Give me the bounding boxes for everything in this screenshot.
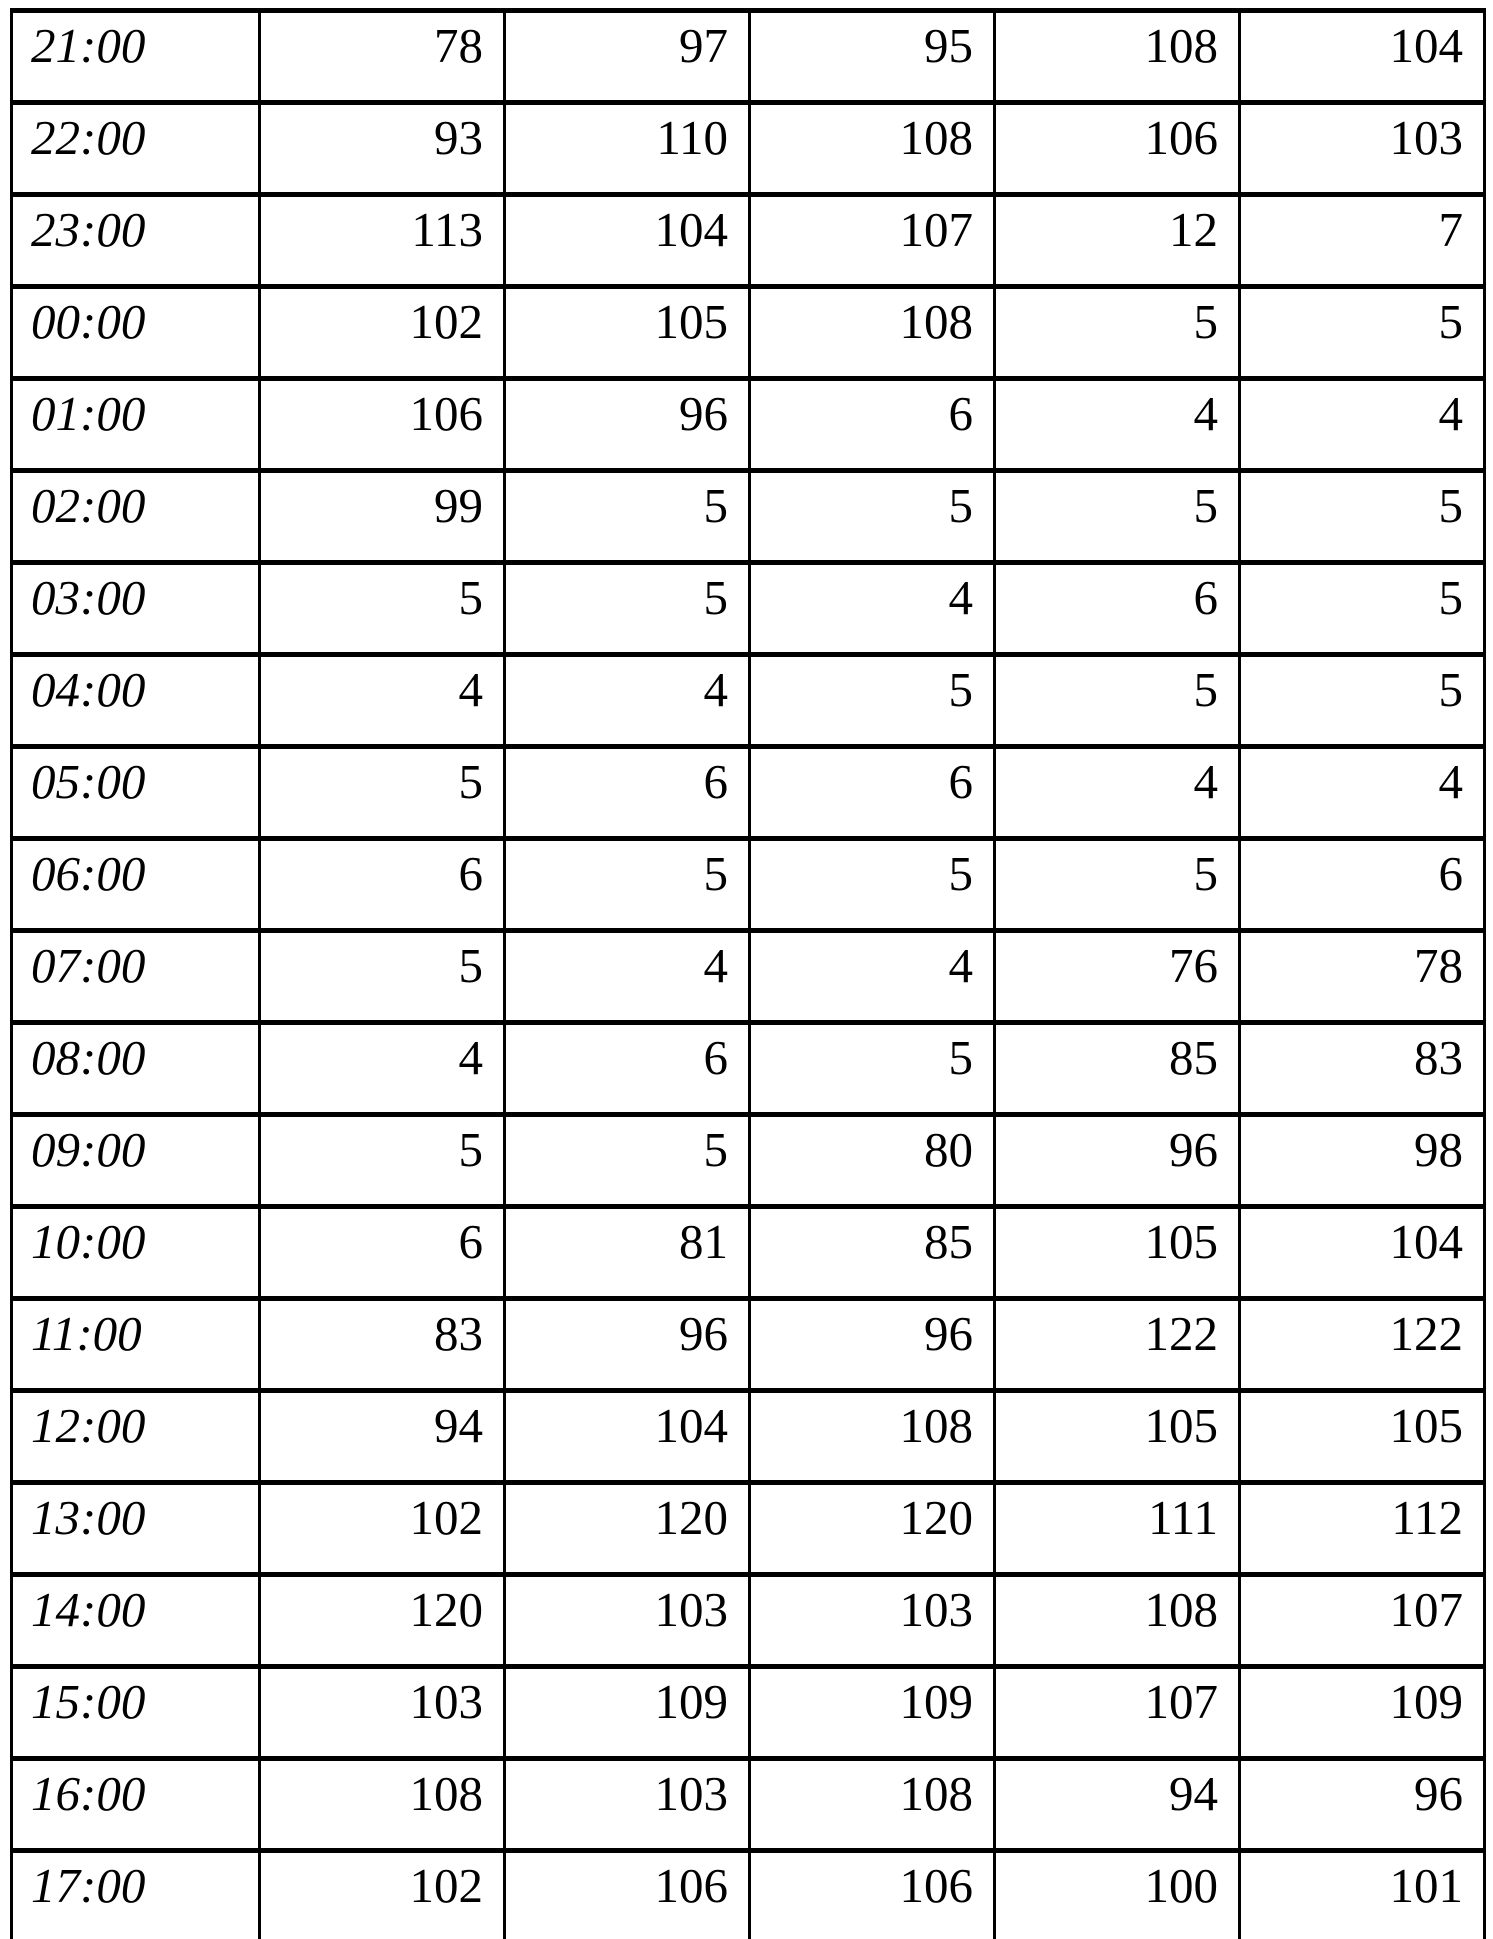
- value-cell: 4: [750, 931, 995, 1023]
- value-cell: 106: [505, 1851, 750, 1939]
- value-cell: 4: [1240, 747, 1485, 839]
- value-cell: 85: [995, 1023, 1240, 1115]
- value-cell: 6: [260, 839, 505, 931]
- time-cell: 13:00: [12, 1483, 260, 1575]
- table-row: [12, 103, 1485, 195]
- value-cell: 5: [505, 563, 750, 655]
- value-cell: 113: [260, 195, 505, 287]
- value-cell: 122: [995, 1299, 1240, 1391]
- table-row: [12, 195, 1485, 287]
- value-cell: 5: [750, 471, 995, 563]
- time-cell: 10:00: [12, 1207, 260, 1299]
- time-cell: 12:00: [12, 1391, 260, 1483]
- table-row: [12, 471, 1485, 563]
- value-cell: 4: [505, 931, 750, 1023]
- time-cell: 22:00: [12, 103, 260, 195]
- table-row: [12, 839, 1485, 931]
- time-cell: 05:00: [12, 747, 260, 839]
- value-cell: 4: [505, 655, 750, 747]
- value-cell: 5: [505, 471, 750, 563]
- value-cell: 103: [1240, 103, 1485, 195]
- value-cell: 101: [1240, 1851, 1485, 1939]
- table-row: [12, 655, 1485, 747]
- value-cell: 120: [750, 1483, 995, 1575]
- value-cell: 105: [995, 1391, 1240, 1483]
- value-cell: 83: [1240, 1023, 1485, 1115]
- value-cell: 94: [995, 1759, 1240, 1851]
- value-cell: 4: [750, 563, 995, 655]
- value-cell: 106: [750, 1851, 995, 1939]
- time-cell: 03:00: [12, 563, 260, 655]
- value-cell: 108: [750, 103, 995, 195]
- value-cell: 5: [750, 1023, 995, 1115]
- value-cell: 5: [260, 747, 505, 839]
- time-cell: 07:00: [12, 931, 260, 1023]
- table-row: [12, 1667, 1485, 1759]
- value-cell: 120: [260, 1575, 505, 1667]
- value-cell: 120: [505, 1483, 750, 1575]
- table-row: [12, 1115, 1485, 1207]
- value-cell: 4: [1240, 379, 1485, 471]
- time-cell: 04:00: [12, 655, 260, 747]
- value-cell: 96: [750, 1299, 995, 1391]
- value-cell: 6: [505, 747, 750, 839]
- value-cell: 104: [1240, 11, 1485, 103]
- value-cell: 5: [505, 1115, 750, 1207]
- value-cell: 97: [505, 11, 750, 103]
- time-cell: 08:00: [12, 1023, 260, 1115]
- value-cell: 6: [750, 747, 995, 839]
- value-cell: 122: [1240, 1299, 1485, 1391]
- value-cell: 112: [1240, 1483, 1485, 1575]
- value-cell: 5: [750, 655, 995, 747]
- time-cell: 16:00: [12, 1759, 260, 1851]
- time-cell: 06:00: [12, 839, 260, 931]
- value-cell: 6: [505, 1023, 750, 1115]
- time-cell: 21:00: [12, 11, 260, 103]
- value-cell: 78: [1240, 931, 1485, 1023]
- value-cell: 7: [1240, 195, 1485, 287]
- value-cell: 105: [995, 1207, 1240, 1299]
- table-row: [12, 563, 1485, 655]
- value-cell: 5: [260, 563, 505, 655]
- value-cell: 106: [260, 379, 505, 471]
- value-cell: 4: [260, 655, 505, 747]
- hourly-values-table: [10, 8, 1486, 1939]
- value-cell: 4: [995, 747, 1240, 839]
- value-cell: 104: [505, 1391, 750, 1483]
- value-cell: 6: [260, 1207, 505, 1299]
- value-cell: 103: [260, 1667, 505, 1759]
- value-cell: 5: [260, 931, 505, 1023]
- value-cell: 108: [260, 1759, 505, 1851]
- value-cell: 78: [260, 11, 505, 103]
- value-cell: 108: [750, 287, 995, 379]
- value-cell: 106: [995, 103, 1240, 195]
- value-cell: 96: [505, 379, 750, 471]
- value-cell: 102: [260, 1851, 505, 1939]
- value-cell: 80: [750, 1115, 995, 1207]
- value-cell: 99: [260, 471, 505, 563]
- table-body: [12, 11, 1485, 1939]
- value-cell: 5: [995, 287, 1240, 379]
- value-cell: 76: [995, 931, 1240, 1023]
- time-cell: 11:00: [12, 1299, 260, 1391]
- table-row: [12, 1851, 1485, 1939]
- value-cell: 83: [260, 1299, 505, 1391]
- table-row: [12, 1575, 1485, 1667]
- table-row: [12, 1483, 1485, 1575]
- value-cell: 5: [750, 839, 995, 931]
- time-cell: 01:00: [12, 379, 260, 471]
- value-cell: 100: [995, 1851, 1240, 1939]
- value-cell: 105: [1240, 1391, 1485, 1483]
- time-cell: 17:00: [12, 1851, 260, 1939]
- value-cell: 5: [1240, 563, 1485, 655]
- value-cell: 6: [1240, 839, 1485, 931]
- value-cell: 6: [995, 563, 1240, 655]
- value-cell: 95: [750, 11, 995, 103]
- value-cell: 96: [505, 1299, 750, 1391]
- value-cell: 96: [1240, 1759, 1485, 1851]
- table-row: [12, 931, 1485, 1023]
- value-cell: 4: [260, 1023, 505, 1115]
- table-row: [12, 747, 1485, 839]
- value-cell: 96: [995, 1115, 1240, 1207]
- value-cell: 103: [505, 1759, 750, 1851]
- value-cell: 109: [1240, 1667, 1485, 1759]
- value-cell: 6: [750, 379, 995, 471]
- table-row: [12, 1023, 1485, 1115]
- value-cell: 108: [750, 1391, 995, 1483]
- value-cell: 108: [995, 1575, 1240, 1667]
- value-cell: 4: [995, 379, 1240, 471]
- value-cell: 105: [505, 287, 750, 379]
- value-cell: 103: [505, 1575, 750, 1667]
- value-cell: 102: [260, 287, 505, 379]
- table-row: [12, 287, 1485, 379]
- table-row: [12, 1207, 1485, 1299]
- value-cell: 12: [995, 195, 1240, 287]
- time-cell: 14:00: [12, 1575, 260, 1667]
- value-cell: 5: [995, 839, 1240, 931]
- value-cell: 104: [505, 195, 750, 287]
- value-cell: 5: [505, 839, 750, 931]
- time-cell: 02:00: [12, 471, 260, 563]
- value-cell: 107: [1240, 1575, 1485, 1667]
- value-cell: 104: [1240, 1207, 1485, 1299]
- value-cell: 5: [995, 655, 1240, 747]
- value-cell: 81: [505, 1207, 750, 1299]
- value-cell: 5: [1240, 287, 1485, 379]
- value-cell: 110: [505, 103, 750, 195]
- value-cell: 5: [260, 1115, 505, 1207]
- table-row: [12, 379, 1485, 471]
- table-row: [12, 11, 1485, 103]
- time-cell: 23:00: [12, 195, 260, 287]
- value-cell: 5: [995, 471, 1240, 563]
- value-cell: 103: [750, 1575, 995, 1667]
- time-cell: 15:00: [12, 1667, 260, 1759]
- value-cell: 109: [505, 1667, 750, 1759]
- table-row: [12, 1299, 1485, 1391]
- value-cell: 98: [1240, 1115, 1485, 1207]
- value-cell: 5: [1240, 655, 1485, 747]
- value-cell: 107: [995, 1667, 1240, 1759]
- value-cell: 108: [750, 1759, 995, 1851]
- value-cell: 111: [995, 1483, 1240, 1575]
- table-row: [12, 1391, 1485, 1483]
- value-cell: 94: [260, 1391, 505, 1483]
- time-cell: 00:00: [12, 287, 260, 379]
- value-cell: 102: [260, 1483, 505, 1575]
- value-cell: 93: [260, 103, 505, 195]
- value-cell: 108: [995, 11, 1240, 103]
- time-cell: 09:00: [12, 1115, 260, 1207]
- value-cell: 107: [750, 195, 995, 287]
- value-cell: 5: [1240, 471, 1485, 563]
- value-cell: 85: [750, 1207, 995, 1299]
- table-row: [12, 1759, 1485, 1851]
- value-cell: 109: [750, 1667, 995, 1759]
